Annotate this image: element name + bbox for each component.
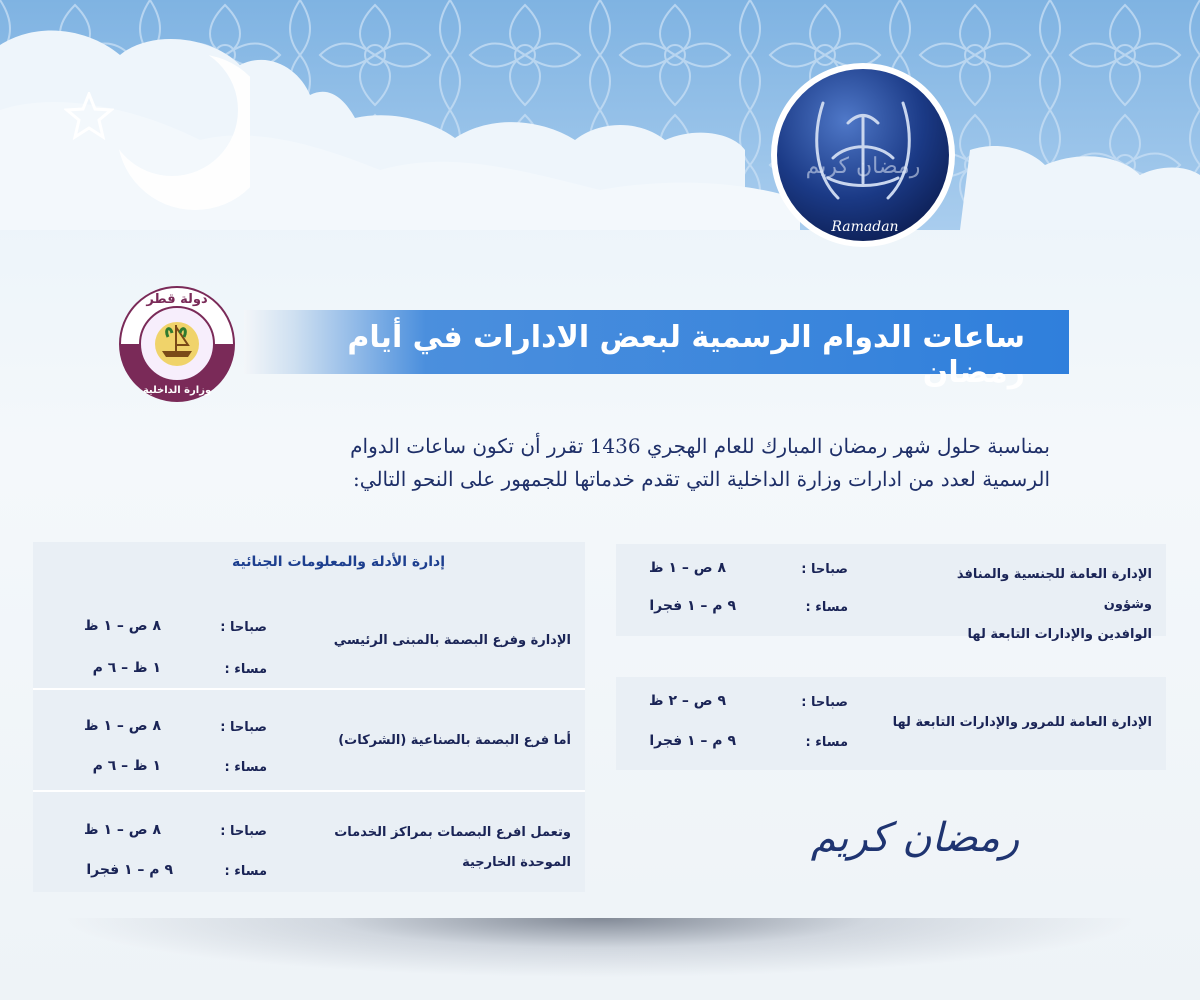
panel-heading: إدارة الأدلة والمعلومات الجنائية [232,554,445,570]
table-row [33,590,585,690]
morning-time: ٨ ص – ١ ظ [84,718,161,734]
logo-top-text: دولة قطر [146,292,208,307]
evening-label: مساء : [805,735,848,750]
logo-bottom-text: وزارة الداخلية [142,385,212,396]
bottom-shadow [60,918,1140,978]
branch-name [311,726,571,756]
morning-time: ٩ ص – ٢ ظ [649,693,726,709]
branch-name-line1: أما فرع البصمة بالصناعية (الشركات) [338,733,571,748]
morning-time: ٨ ص – ١ ظ [84,618,161,634]
branch-name-line2: الموحدة الخارجية [462,855,571,870]
morning-label: صباحا : [801,562,848,577]
intro-line-1: بمناسبة حلول شهر رمضان المبارك للعام الهجري 1436 تقرر أن تكون ساعات الدوام [350,434,1050,458]
branch-name [311,818,571,878]
evening-label: مساء : [224,864,267,879]
branch-name [311,626,571,656]
intro-paragraph [150,430,1050,496]
table-row [33,794,585,892]
ramadan-emblem [753,63,973,247]
morning-label: صباحا : [220,824,267,839]
evening-label: مساء : [224,760,267,775]
table-row [33,692,585,792]
page-title: ساعات الدوام الرسمية لبعض الادارات في أيام رمضان [347,320,1025,390]
morning-time: ٨ ص – ١ ظ [649,560,726,576]
title-bar [244,310,1069,390]
department-name-line2: الوافدين والإدارات التابعة لها [967,627,1152,642]
morning-label: صباحا : [220,620,267,635]
evening-label: مساء : [224,662,267,677]
department-name [852,708,1152,738]
morning-time: ٨ ص – ١ ظ [84,822,161,838]
department-name [922,560,1152,650]
branch-name-line1: الإدارة وفرع البصمة بالمبنى الرئيسي [333,633,571,648]
schedule-panel-forensics [33,542,585,892]
evening-time: ٩ م – ١ فجرا [649,598,736,614]
intro-line-2: الرسمية لعدد من ادارات وزارة الداخلية التي تقدم خدماتها للجمهور على النحو التالي: [353,467,1050,491]
morning-label: صباحا : [801,695,848,710]
schedule-panel-traffic [616,677,1166,770]
schedule-panel-nationality [616,544,1166,642]
evening-time: ٩ م – ١ فجرا [86,862,173,878]
evening-time: ١ ظ – ٦ م [92,758,161,774]
ramadan-kareem-calligraphy: رمضان كريم [810,815,1020,861]
evening-label: مساء : [805,600,848,615]
department-name-line1: الإدارة العامة للمرور والإدارات التابعة لها [892,715,1152,730]
department-name-line1: الإدارة العامة للجنسية والمنافذ وشؤون [956,567,1152,612]
emblem-caption: Ramadan [831,219,899,235]
emblem-glyphs: رمضان كريم [805,154,921,179]
evening-time: ٩ م – ١ فجرا [649,733,736,749]
star-icon [64,92,114,140]
ministry-logo [118,285,236,403]
morning-label: صباحا : [220,720,267,735]
evening-time: ١ ظ – ٦ م [92,660,161,676]
branch-name-line1: وتعمل افرع البصمات بمراكز الخدمات [334,825,571,840]
